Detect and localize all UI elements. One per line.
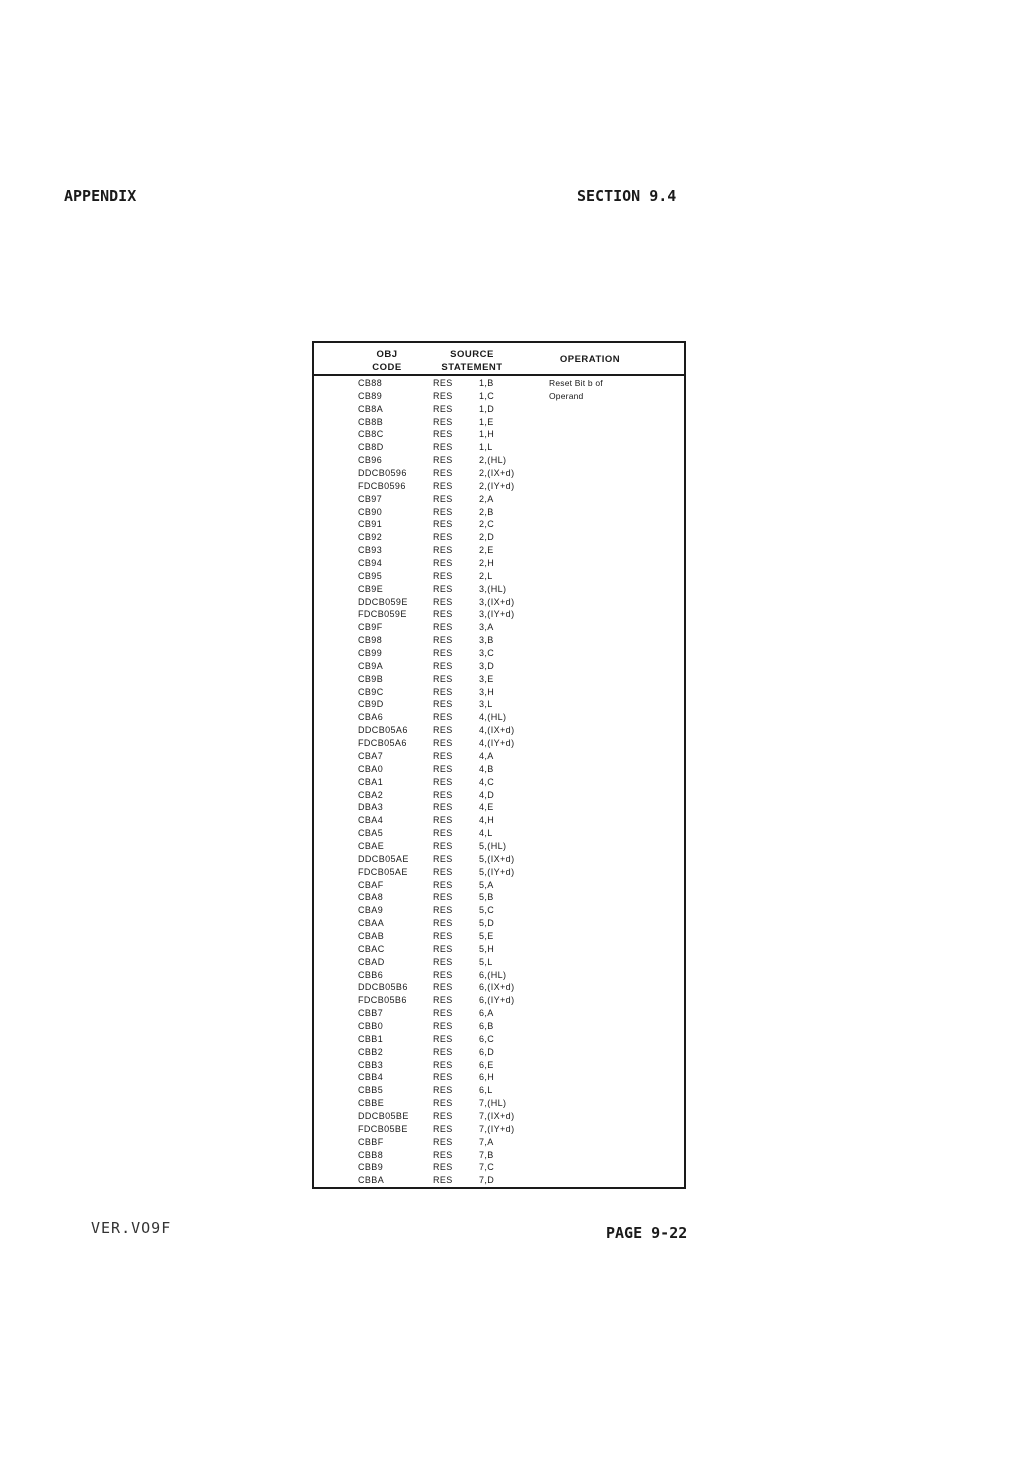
obj-code-cell: FDCB0596 — [358, 480, 406, 491]
operation-description: Reset Bit b of — [549, 378, 603, 388]
obj-code-cell: CB96 — [358, 455, 383, 466]
obj-code-cell: CBAB — [358, 930, 385, 941]
obj-code-cell: DDCB05BE — [358, 1110, 409, 1121]
table-row — [314, 737, 684, 750]
table-row — [314, 1084, 684, 1097]
table-row — [314, 1046, 684, 1059]
mnemonic-cell: RES — [433, 699, 453, 710]
operand-cell: 4,D — [479, 789, 495, 800]
column-header-obj-line1: OBJ — [376, 349, 398, 360]
mnemonic-cell: RES — [433, 1085, 453, 1096]
table-row — [314, 1097, 684, 1110]
obj-code-cell: CBA8 — [358, 892, 384, 903]
obj-code-cell: CBB3 — [358, 1059, 384, 1070]
mnemonic-cell: RES — [433, 673, 453, 684]
mnemonic-cell: RES — [433, 403, 453, 414]
obj-code-cell: CB8A — [358, 403, 384, 414]
operand-cell: 2,(HL) — [479, 455, 507, 466]
table-row — [314, 917, 684, 930]
mnemonic-cell: RES — [433, 468, 453, 479]
operand-cell: 5,D — [479, 918, 495, 929]
header-section: SECTION 9.4 — [577, 187, 677, 205]
table-row — [314, 1161, 684, 1174]
mnemonic-cell: RES — [433, 879, 453, 890]
operand-cell: 2,E — [479, 545, 494, 556]
mnemonic-cell: RES — [433, 455, 453, 466]
obj-code-cell: CB90 — [358, 506, 383, 517]
table-row — [314, 879, 684, 892]
operand-cell: 1,D — [479, 403, 495, 414]
table-row — [314, 904, 684, 917]
operand-cell: 1,L — [479, 442, 493, 453]
mnemonic-cell: RES — [433, 853, 453, 864]
mnemonic-cell: RES — [433, 969, 453, 980]
operand-cell: 4,(IY+d) — [479, 738, 515, 749]
operand-cell: 7,B — [479, 1149, 494, 1160]
operand-cell: 2,(IY+d) — [479, 480, 515, 491]
table-row — [314, 866, 684, 879]
table-row — [314, 840, 684, 853]
obj-code-cell: CBB4 — [358, 1072, 384, 1083]
table-row — [314, 377, 684, 390]
operand-cell: 4,E — [479, 802, 494, 813]
table-row — [314, 698, 684, 711]
table-row — [314, 673, 684, 686]
operand-cell: 4,(HL) — [479, 712, 507, 723]
footer-page-number: PAGE 9-22 — [606, 1224, 688, 1242]
operand-cell: 6,H — [479, 1072, 495, 1083]
table-row — [314, 531, 684, 544]
obj-code-cell: CB91 — [358, 519, 383, 530]
mnemonic-cell: RES — [433, 776, 453, 787]
mnemonic-cell: RES — [433, 1059, 453, 1070]
column-header-source-statement — [432, 348, 512, 374]
operand-cell: 6,(IY+d) — [479, 995, 515, 1006]
table-row — [314, 750, 684, 763]
operand-cell: 6,D — [479, 1046, 495, 1057]
mnemonic-cell: RES — [433, 1020, 453, 1031]
obj-code-cell: CBB5 — [358, 1085, 384, 1096]
operand-cell: 1,C — [479, 390, 495, 401]
operand-cell: 3,D — [479, 660, 495, 671]
obj-code-cell: CBA9 — [358, 905, 384, 916]
obj-code-cell: CBB2 — [358, 1046, 384, 1057]
operand-cell: 4,C — [479, 776, 495, 787]
mnemonic-cell: RES — [433, 532, 453, 543]
mnemonic-cell: RES — [433, 930, 453, 941]
obj-code-cell: CB98 — [358, 635, 383, 646]
table-row — [314, 634, 684, 647]
operand-cell: 2,L — [479, 570, 493, 581]
obj-code-cell: CBAD — [358, 956, 385, 967]
mnemonic-cell: RES — [433, 442, 453, 453]
mnemonic-cell: RES — [433, 1110, 453, 1121]
mnemonic-cell: RES — [433, 1123, 453, 1134]
mnemonic-cell: RES — [433, 789, 453, 800]
operand-cell: 3,C — [479, 648, 495, 659]
obj-code-cell: CBBF — [358, 1136, 384, 1147]
operand-cell: 5,(IY+d) — [479, 866, 515, 877]
obj-code-cell: DBA3 — [358, 802, 384, 813]
opcode-table — [312, 341, 686, 1189]
table-row — [314, 686, 684, 699]
obj-code-cell: CB99 — [358, 648, 383, 659]
header-appendix: APPENDIX — [64, 187, 137, 205]
operand-cell: 4,A — [479, 750, 494, 761]
operand-cell: 4,B — [479, 763, 494, 774]
table-row — [314, 390, 684, 403]
obj-code-cell: CBAE — [358, 840, 385, 851]
table-row — [314, 544, 684, 557]
obj-code-cell: CB9C — [358, 686, 384, 697]
obj-code-cell: CBBE — [358, 1098, 385, 1109]
table-row — [314, 454, 684, 467]
operand-cell: 4,L — [479, 828, 493, 839]
obj-code-cell: CBBA — [358, 1175, 385, 1186]
obj-code-cell: FDCB059E — [358, 609, 407, 620]
obj-code-cell: CBB7 — [358, 1008, 384, 1019]
table-row — [314, 570, 684, 583]
table-row — [314, 981, 684, 994]
footer-version: VER.VO9F — [91, 1219, 172, 1237]
operand-cell: 3,A — [479, 622, 494, 633]
mnemonic-cell: RES — [433, 1008, 453, 1019]
table-row — [314, 1033, 684, 1046]
mnemonic-cell: RES — [433, 750, 453, 761]
obj-code-cell: CBA1 — [358, 776, 384, 787]
operand-cell: 5,(IX+d) — [479, 853, 515, 864]
obj-code-cell: CB88 — [358, 378, 383, 388]
mnemonic-cell: RES — [433, 1033, 453, 1044]
operand-cell: 7,C — [479, 1162, 495, 1173]
table-row — [314, 416, 684, 429]
mnemonic-cell: RES — [433, 1072, 453, 1083]
operand-cell: 3,H — [479, 686, 495, 697]
table-row — [314, 827, 684, 840]
mnemonic-cell: RES — [433, 1175, 453, 1186]
obj-code-cell: DDCB0596 — [358, 468, 407, 479]
table-row — [314, 647, 684, 660]
operand-cell: 5,E — [479, 930, 494, 941]
operand-cell: 4,(IX+d) — [479, 725, 515, 736]
obj-code-cell: CBB8 — [358, 1149, 384, 1160]
table-row — [314, 596, 684, 609]
mnemonic-cell: RES — [433, 622, 453, 633]
table-row — [314, 583, 684, 596]
table-row — [314, 506, 684, 519]
table-row — [314, 1123, 684, 1136]
operand-cell: 2,D — [479, 532, 495, 543]
operand-cell: 6,(IX+d) — [479, 982, 515, 993]
mnemonic-cell: RES — [433, 725, 453, 736]
obj-code-cell: FDCB05B6 — [358, 995, 407, 1006]
operand-cell: 5,(HL) — [479, 840, 507, 851]
operand-cell: 7,(HL) — [479, 1098, 507, 1109]
table-row — [314, 711, 684, 724]
column-header-obj-code — [362, 348, 412, 374]
obj-code-cell: CBB6 — [358, 969, 384, 980]
obj-code-cell: CB8C — [358, 429, 384, 440]
operand-cell: 2,H — [479, 558, 495, 569]
obj-code-cell: CBAF — [358, 879, 384, 890]
mnemonic-cell: RES — [433, 1098, 453, 1109]
mnemonic-cell: RES — [433, 583, 453, 594]
mnemonic-cell: RES — [433, 429, 453, 440]
operand-cell: 3,L — [479, 699, 493, 710]
mnemonic-cell: RES — [433, 545, 453, 556]
operand-cell: 6,L — [479, 1085, 493, 1096]
obj-code-cell: CBB9 — [358, 1162, 384, 1173]
operand-cell: 5,H — [479, 943, 495, 954]
obj-code-cell: FDCB05AE — [358, 866, 408, 877]
obj-code-cell: CB94 — [358, 558, 383, 569]
mnemonic-cell: RES — [433, 712, 453, 723]
obj-code-cell: CBA4 — [358, 815, 384, 826]
table-row — [314, 969, 684, 982]
obj-code-cell: CBA5 — [358, 828, 384, 839]
mnemonic-cell: RES — [433, 609, 453, 620]
mnemonic-cell: RES — [433, 892, 453, 903]
operand-cell: 7,D — [479, 1175, 495, 1186]
mnemonic-cell: RES — [433, 763, 453, 774]
obj-code-cell: CB97 — [358, 493, 383, 504]
obj-code-cell: CBAC — [358, 943, 385, 954]
column-header-src-line1: SOURCE — [450, 349, 494, 360]
mnemonic-cell: RES — [433, 905, 453, 916]
table-row — [314, 608, 684, 621]
obj-code-cell: CBA7 — [358, 750, 384, 761]
operand-cell: 3,(HL) — [479, 583, 507, 594]
table-body — [314, 376, 684, 1187]
table-row — [314, 724, 684, 737]
table-row — [314, 557, 684, 570]
mnemonic-cell: RES — [433, 956, 453, 967]
obj-code-cell: FDCB05BE — [358, 1123, 408, 1134]
table-row — [314, 1174, 684, 1187]
mnemonic-cell: RES — [433, 686, 453, 697]
operand-cell: 3,(IX+d) — [479, 596, 515, 607]
operand-cell: 2,A — [479, 493, 494, 504]
table-row — [314, 853, 684, 866]
table-row — [314, 776, 684, 789]
obj-code-cell: CB9D — [358, 699, 384, 710]
table-row — [314, 480, 684, 493]
operand-cell: 6,A — [479, 1008, 494, 1019]
obj-code-cell: CB92 — [358, 532, 383, 543]
table-row — [314, 763, 684, 776]
mnemonic-cell: RES — [433, 815, 453, 826]
operand-cell: 5,A — [479, 879, 494, 890]
operand-cell: 1,E — [479, 416, 494, 427]
obj-code-cell: CBA0 — [358, 763, 384, 774]
mnemonic-cell: RES — [433, 378, 453, 388]
operand-cell: 1,H — [479, 429, 495, 440]
mnemonic-cell: RES — [433, 648, 453, 659]
table-row — [314, 1136, 684, 1149]
operand-cell: 7,A — [479, 1136, 494, 1147]
operand-cell: 1,B — [479, 378, 494, 388]
mnemonic-cell: RES — [433, 390, 453, 401]
column-header-operation: OPERATION — [559, 354, 621, 365]
table-row — [314, 467, 684, 480]
operand-cell: 3,E — [479, 673, 494, 684]
table-row — [314, 1149, 684, 1162]
table-row — [314, 801, 684, 814]
mnemonic-cell: RES — [433, 828, 453, 839]
table-row — [314, 1020, 684, 1033]
table-row — [314, 930, 684, 943]
mnemonic-cell: RES — [433, 519, 453, 530]
operand-cell: 7,(IX+d) — [479, 1110, 515, 1121]
table-row — [314, 621, 684, 634]
mnemonic-cell: RES — [433, 1149, 453, 1160]
operand-cell: 6,E — [479, 1059, 494, 1070]
operand-cell: 2,(IX+d) — [479, 468, 515, 479]
obj-code-cell: DDCB05AE — [358, 853, 409, 864]
mnemonic-cell: RES — [433, 1046, 453, 1057]
table-row — [314, 428, 684, 441]
operand-cell: 7,(IY+d) — [479, 1123, 515, 1134]
mnemonic-cell: RES — [433, 738, 453, 749]
table-row — [314, 943, 684, 956]
mnemonic-cell: RES — [433, 802, 453, 813]
obj-code-cell: FDCB05A6 — [358, 738, 407, 749]
obj-code-cell: CB93 — [358, 545, 383, 556]
table-row — [314, 891, 684, 904]
operand-cell: 6,C — [479, 1033, 495, 1044]
mnemonic-cell: RES — [433, 493, 453, 504]
operand-cell: 5,B — [479, 892, 494, 903]
table-row — [314, 660, 684, 673]
obj-code-cell: CB9E — [358, 583, 384, 594]
mnemonic-cell: RES — [433, 866, 453, 877]
operand-cell: 4,H — [479, 815, 495, 826]
table-row — [314, 789, 684, 802]
mnemonic-cell: RES — [433, 570, 453, 581]
operand-cell: 5,L — [479, 956, 493, 967]
mnemonic-cell: RES — [433, 416, 453, 427]
operation-description: Operand — [549, 390, 584, 401]
obj-code-cell: CB9A — [358, 660, 384, 671]
table-row — [314, 814, 684, 827]
obj-code-cell: DDCB059E — [358, 596, 408, 607]
mnemonic-cell: RES — [433, 1162, 453, 1173]
obj-code-cell: DDCB05A6 — [358, 725, 408, 736]
mnemonic-cell: RES — [433, 558, 453, 569]
mnemonic-cell: RES — [433, 995, 453, 1006]
mnemonic-cell: RES — [433, 480, 453, 491]
table-header — [314, 343, 684, 376]
obj-code-cell: CBB0 — [358, 1020, 384, 1031]
obj-code-cell: CBA2 — [358, 789, 384, 800]
operand-cell: 6,B — [479, 1020, 494, 1031]
operand-cell: 5,C — [479, 905, 495, 916]
obj-code-cell: CB89 — [358, 390, 383, 401]
mnemonic-cell: RES — [433, 506, 453, 517]
mnemonic-cell: RES — [433, 982, 453, 993]
obj-code-cell: CB9B — [358, 673, 384, 684]
column-header-obj-line2: CODE — [372, 362, 402, 373]
obj-code-cell: CBB1 — [358, 1033, 384, 1044]
operand-cell: 3,(IY+d) — [479, 609, 515, 620]
mnemonic-cell: RES — [433, 943, 453, 954]
operand-cell: 2,B — [479, 506, 494, 517]
obj-code-cell: CBA6 — [358, 712, 384, 723]
column-header-src-line2: STATEMENT — [441, 362, 503, 373]
obj-code-cell: CB8D — [358, 442, 384, 453]
table-row — [314, 1071, 684, 1084]
table-row — [314, 994, 684, 1007]
table-row — [314, 1110, 684, 1123]
mnemonic-cell: RES — [433, 1136, 453, 1147]
operand-cell: 3,B — [479, 635, 494, 646]
table-row — [314, 1007, 684, 1020]
operand-cell: 6,(HL) — [479, 969, 507, 980]
obj-code-cell: CB9F — [358, 622, 383, 633]
obj-code-cell: CB95 — [358, 570, 383, 581]
obj-code-cell: CBAA — [358, 918, 385, 929]
table-row — [314, 518, 684, 531]
table-row — [314, 403, 684, 416]
mnemonic-cell: RES — [433, 635, 453, 646]
mnemonic-cell: RES — [433, 660, 453, 671]
table-row — [314, 1059, 684, 1072]
table-row — [314, 956, 684, 969]
obj-code-cell: DDCB05B6 — [358, 982, 408, 993]
mnemonic-cell: RES — [433, 918, 453, 929]
table-row — [314, 493, 684, 506]
obj-code-cell: CB8B — [358, 416, 384, 427]
mnemonic-cell: RES — [433, 596, 453, 607]
operand-cell: 2,C — [479, 519, 495, 530]
table-row — [314, 441, 684, 454]
mnemonic-cell: RES — [433, 840, 453, 851]
